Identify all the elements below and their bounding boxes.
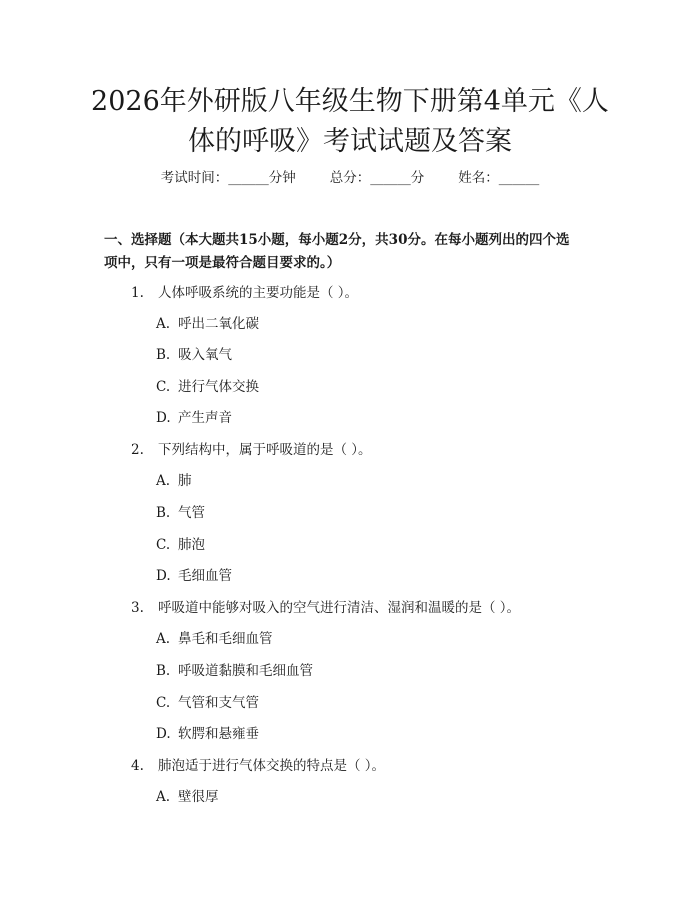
option-3b bbox=[156, 661, 313, 681]
option-4a bbox=[156, 787, 219, 807]
option-3c bbox=[156, 693, 259, 713]
question-text: 下列结构中，属于呼吸道的是（ ）。 bbox=[158, 442, 372, 458]
option-text: 肺泡 bbox=[178, 537, 205, 553]
option-text: 呼出二氧化碳 bbox=[178, 316, 259, 332]
question-number: 2. bbox=[131, 442, 144, 458]
option-letter: B. bbox=[156, 663, 171, 679]
option-letter: B. bbox=[156, 347, 171, 363]
option-3d bbox=[156, 724, 259, 744]
option-letter: D. bbox=[156, 410, 171, 426]
option-text: 呼吸道黏膜和毛细血管 bbox=[178, 663, 313, 679]
exam-meta-line bbox=[0, 168, 700, 188]
exam-title-line-1: 2026年外研版八年级生物下册第4单元《人 bbox=[91, 86, 609, 117]
question-text: 呼吸道中能够对吸入的空气进行清洁、湿润和温暖的是（ ）。 bbox=[158, 600, 521, 616]
option-text: 产生声音 bbox=[178, 410, 232, 426]
option-letter: C. bbox=[156, 537, 171, 553]
student-name-field: 姓名：______ bbox=[458, 170, 540, 186]
option-letter: B. bbox=[156, 505, 171, 521]
option-letter: C. bbox=[156, 379, 171, 395]
option-2c bbox=[156, 535, 205, 555]
question-number: 4. bbox=[131, 758, 144, 774]
option-text: 毛细血管 bbox=[178, 568, 232, 584]
exam-title-line-2: 体的呼吸》考试试题及答案 bbox=[188, 126, 512, 157]
question-4 bbox=[131, 756, 385, 776]
section-heading-line-1: 一、选择题（本大题共15小题，每小题2分，共30分。在每小题列出的四个选 bbox=[104, 232, 570, 248]
option-letter: D. bbox=[156, 568, 171, 584]
option-letter: A. bbox=[156, 473, 171, 489]
option-text: 进行气体交换 bbox=[178, 379, 259, 395]
option-2a bbox=[156, 471, 192, 491]
section-heading-line-2: 项中，只有一项是最符合题目要求的。） bbox=[104, 255, 341, 271]
question-number: 1. bbox=[131, 285, 144, 301]
question-2 bbox=[131, 440, 372, 460]
option-1c bbox=[156, 377, 259, 397]
option-text: 肺 bbox=[178, 473, 192, 489]
option-text: 气管 bbox=[178, 505, 205, 521]
option-3a bbox=[156, 629, 273, 649]
option-1a bbox=[156, 314, 259, 334]
question-text: 肺泡适于进行气体交换的特点是（ ）。 bbox=[158, 758, 386, 774]
option-letter: A. bbox=[156, 316, 171, 332]
option-text: 软腭和悬雍垂 bbox=[178, 726, 259, 742]
option-text: 壁很厚 bbox=[178, 789, 219, 805]
option-letter: C. bbox=[156, 695, 171, 711]
question-number: 3. bbox=[131, 600, 144, 616]
option-letter: A. bbox=[156, 631, 171, 647]
question-1 bbox=[131, 283, 358, 303]
option-letter: D. bbox=[156, 726, 171, 742]
option-text: 气管和支气管 bbox=[178, 695, 259, 711]
option-text: 鼻毛和毛细血管 bbox=[178, 631, 273, 647]
option-1b bbox=[156, 345, 232, 365]
option-2d bbox=[156, 566, 232, 586]
question-text: 人体呼吸系统的主要功能是（ ）。 bbox=[158, 285, 359, 301]
option-letter: A. bbox=[156, 789, 171, 805]
exam-time-field: 考试时间：______分钟 bbox=[160, 170, 296, 186]
question-3 bbox=[131, 598, 520, 618]
option-2b bbox=[156, 503, 205, 523]
total-score-field: 总分：______分 bbox=[329, 170, 425, 186]
option-text: 吸入氧气 bbox=[178, 347, 232, 363]
option-1d bbox=[156, 408, 232, 428]
